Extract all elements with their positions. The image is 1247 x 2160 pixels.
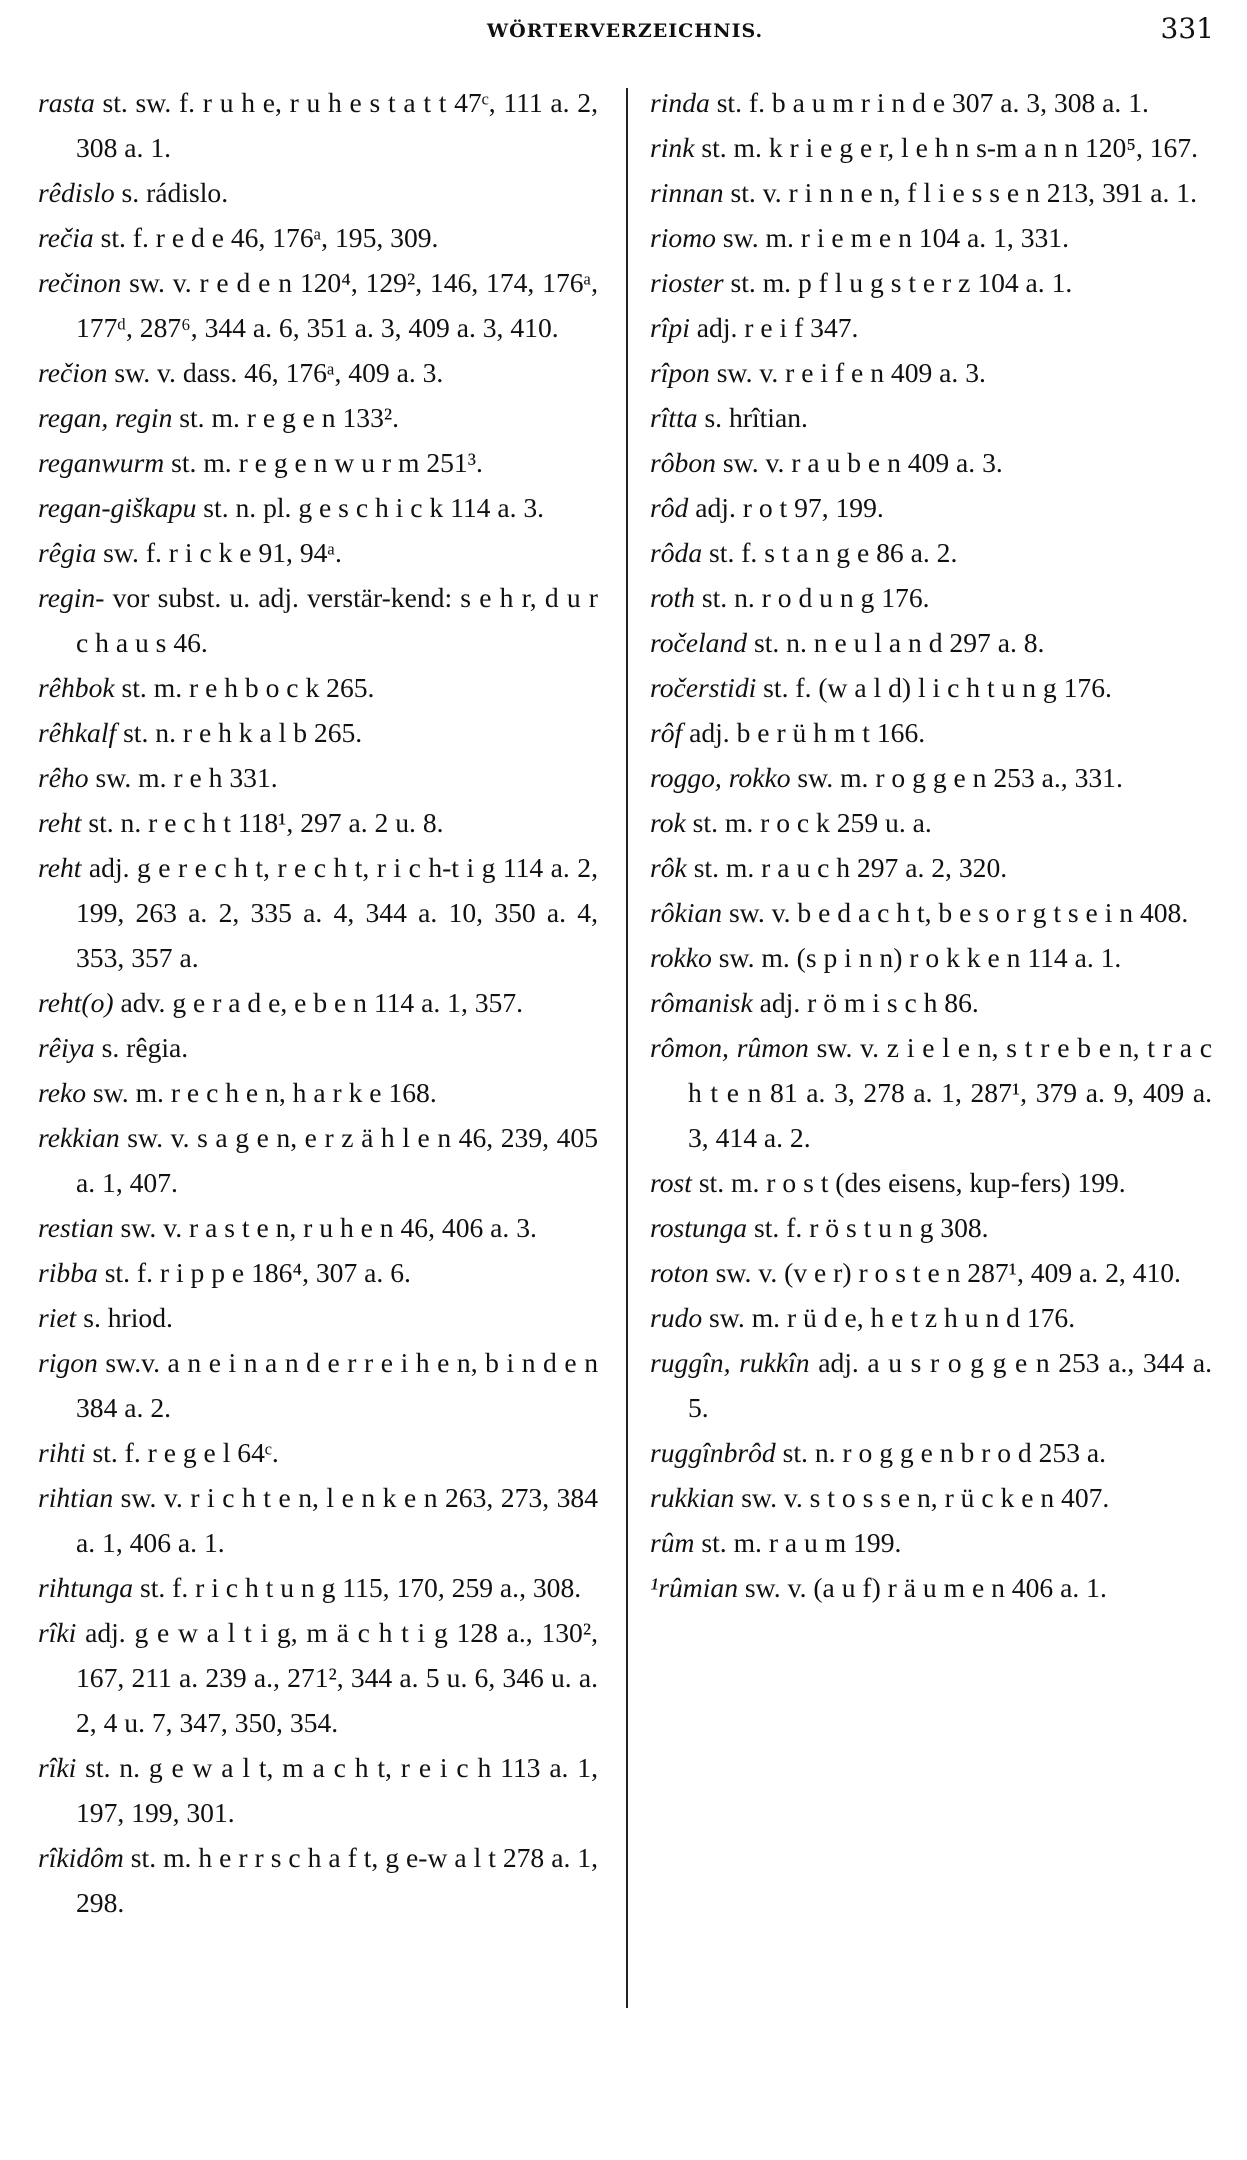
dictionary-entry xyxy=(38,1250,598,1295)
dictionary-entry xyxy=(650,1520,1212,1565)
dictionary-entry xyxy=(38,1070,598,1115)
entry-headword: rêhkalf xyxy=(38,717,117,748)
entry-headword: rêho xyxy=(38,762,89,793)
entry-definition: sw. v. s a g e n, e r z ä h l e n 46, 239, 405 a. 1, 407. xyxy=(76,1122,598,1198)
entry-definition: s. rádislo. xyxy=(114,177,229,208)
entry-headword: rost xyxy=(650,1167,692,1198)
entry-headword: rîki xyxy=(38,1752,77,1783)
dictionary-entry xyxy=(38,1835,598,1925)
entry-headword: regan, regin xyxy=(38,402,173,433)
entry-headword: rudo xyxy=(650,1302,703,1333)
entry-definition: st. m. p f l u g s t e r z 104 a. 1. xyxy=(723,267,1073,298)
entry-headword: rôd xyxy=(650,492,689,523)
entry-definition: sw. v. s t o s s e n, r ü c k e n 407. xyxy=(734,1482,1110,1513)
dictionary-entry xyxy=(650,395,1212,440)
dictionary-entry xyxy=(38,1340,598,1430)
dictionary-entry xyxy=(650,935,1212,980)
entry-headword: rečinon xyxy=(38,267,122,298)
dictionary-entry xyxy=(38,260,598,350)
dictionary-entry xyxy=(38,215,598,260)
dictionary-entry xyxy=(650,170,1212,215)
entry-definition: sw. m. (s p i n n) r o k k e n 114 a. 1. xyxy=(711,942,1122,973)
entry-headword: rôk xyxy=(650,852,687,883)
dictionary-entry xyxy=(650,530,1212,575)
dictionary-entry xyxy=(38,575,598,665)
entry-definition: st. m. r e g e n w u r m 251³. xyxy=(164,447,483,478)
entry-definition: st. m. k r i e g e r, l e h n s-m a n n 120⁵, 167. xyxy=(694,132,1199,163)
entry-definition: sw. v. (v e r) r o s t e n 287¹, 409 a. 2, 410. xyxy=(708,1257,1181,1288)
dictionary-entry xyxy=(38,1430,598,1475)
entry-definition: st. m. r e g e n 133². xyxy=(172,402,400,433)
entry-definition: st. f. r e d e 46, 176ᵃ, 195, 309. xyxy=(93,222,439,253)
entry-definition: st. m. r o c k 259 u. a. xyxy=(685,807,932,838)
dictionary-entry xyxy=(650,1565,1212,1610)
dictionary-entry xyxy=(38,665,598,710)
entry-definition: st. n. pl. g e s c h i c k 114 a. 3. xyxy=(196,492,545,523)
entry-headword: rôf xyxy=(650,717,683,748)
entry-headword: rihti xyxy=(38,1437,86,1468)
entry-headword: ribba xyxy=(38,1257,98,1288)
entry-definition: adj. r ö m i s c h 86. xyxy=(752,987,979,1018)
entry-definition: adj. r o t 97, 199. xyxy=(688,492,884,523)
entry-headword: rûm xyxy=(650,1527,695,1558)
entry-headword: rôbon xyxy=(650,447,716,478)
page-header xyxy=(36,10,1214,60)
page-number: 331 xyxy=(1160,12,1214,45)
entry-headword: ročerstidi xyxy=(650,672,757,703)
dictionary-entry xyxy=(650,665,1212,710)
entry-definition: sw. m. r ü d e, h e t z h u n d 176. xyxy=(702,1302,1076,1333)
dictionary-entry xyxy=(650,620,1212,665)
entry-definition: st. f. (w a l d) l i c h t u n g 176. xyxy=(756,672,1112,703)
entry-headword: ¹rûmian xyxy=(650,1572,738,1603)
entry-definition: st. n. r e h k a l b 265. xyxy=(116,717,363,748)
dictionary-entry xyxy=(38,395,598,440)
entry-definition: s. rêgia. xyxy=(94,1032,189,1063)
entry-definition: sw. m. r e h 331. xyxy=(88,762,278,793)
dictionary-entry xyxy=(650,800,1212,845)
entry-headword: reht xyxy=(38,807,82,838)
entry-headword: rôkian xyxy=(650,897,723,928)
entry-headword: rîpi xyxy=(650,312,690,343)
entry-headword: rinda xyxy=(650,87,710,118)
entry-headword: rukkian xyxy=(650,1482,735,1513)
entry-headword: regan-giškapu xyxy=(38,492,197,523)
entry-headword: rekkian xyxy=(38,1122,120,1153)
entry-headword: rink xyxy=(650,132,695,163)
dictionary-entry xyxy=(650,1250,1212,1295)
entry-headword: rêiya xyxy=(38,1032,95,1063)
entry-headword: rioster xyxy=(650,267,724,298)
entry-definition: st. n. r o g g e n b r o d 253 a. xyxy=(775,1437,1107,1468)
entry-definition: sw. f. r i c k e 91, 94ᵃ. xyxy=(96,537,342,568)
entry-headword: rečion xyxy=(38,357,108,388)
dictionary-entry xyxy=(650,755,1212,800)
entry-headword: reganwurm xyxy=(38,447,165,478)
dictionary-entry xyxy=(38,530,598,575)
dictionary-entry xyxy=(38,440,598,485)
entry-headword: rihtunga xyxy=(38,1572,134,1603)
entry-headword: ruggînbrôd xyxy=(650,1437,776,1468)
dictionary-entry xyxy=(650,1160,1212,1205)
entry-definition: adv. g e r a d e, e b e n 114 a. 1, 357. xyxy=(113,987,524,1018)
entry-definition: sw. v. r e i f e n 409 a. 3. xyxy=(709,357,986,388)
dictionary-entry xyxy=(38,1205,598,1250)
entry-definition: st. v. r i n n e n, f l i e s s e n 213, 391 a. 1. xyxy=(723,177,1197,208)
entry-headword: ročeland xyxy=(650,627,748,658)
entry-definition: adj. g e w a l t i g, m ä c h t i g 128 a., 130², 167, 211 a. 239 a., 271², 344 a. 5 u. 6, 346 u. a. 2, 4 u. 7, 347, 350, 354. xyxy=(76,1617,598,1738)
dictionary-entry xyxy=(650,575,1212,620)
dictionary-entry xyxy=(38,350,598,395)
entry-headword: roth xyxy=(650,582,695,613)
entry-definition: st. f. r ö s t u n g 308. xyxy=(747,1212,989,1243)
entry-definition: st. n. g e w a l t, m a c h t, r e i c h 113 a. 1, 197, 199, 301. xyxy=(76,1752,598,1828)
entry-headword: rokko xyxy=(650,942,712,973)
entry-definition: vor subst. u. adj. verstär-kend: s e h r, d u r c h a u s 46. xyxy=(76,582,598,658)
entry-definition: sw. v. z i e l e n, s t r e b e n, t r a c h t e n 81 a. 3, 278 a. 1, 287¹, 379 a. 9, 409 a. 3, 414 a. 2. xyxy=(688,1032,1212,1153)
entry-definition: adj. g e r e c h t, r e c h t, r i c h-t i g 114 a. 2, 199, 263 a. 2, 335 a. 4, 344 a. 10, 350 a. 4, 353, 357 a. xyxy=(76,852,598,973)
dictionary-entry xyxy=(650,1025,1212,1160)
entry-headword: rinnan xyxy=(650,177,724,208)
entry-definition: sw. v. r a s t e n, r u h e n 46, 406 a. 3. xyxy=(113,1212,537,1243)
entry-definition: sw. v. r e d e n 120⁴, 129², 146, 174, 176ᵃ, 177ᵈ, 287⁶, 344 a. 6, 351 a. 3, 409 a. 3, 410. xyxy=(76,267,598,343)
dictionary-entry xyxy=(38,170,598,215)
dictionary-entry xyxy=(650,980,1212,1025)
dictionary-entry xyxy=(650,125,1212,170)
entry-headword: rasta xyxy=(38,87,95,118)
entry-headword: rôda xyxy=(650,537,703,568)
entry-definition: sw. m. r e c h e n, h a r k e 168. xyxy=(86,1077,437,1108)
entry-definition: st. m. r o s t (des eisens, kup-fers) 199. xyxy=(691,1167,1126,1198)
entry-definition: st. m. r a u c h 297 a. 2, 320. xyxy=(686,852,1008,883)
entry-headword: roggo, rokko xyxy=(650,762,791,793)
entry-headword: reht xyxy=(38,852,82,883)
dictionary-entry xyxy=(650,890,1212,935)
right-column xyxy=(650,80,1212,1610)
entry-definition: sw.v. a n e i n a n d e r r e i h e n, b i n d e n 384 a. 2. xyxy=(76,1347,598,1423)
entry-definition: adj. r e i f 347. xyxy=(689,312,859,343)
entry-definition: st. n. r o d u n g 176. xyxy=(694,582,930,613)
entry-headword: reht(o) xyxy=(38,987,114,1018)
entry-headword: riet xyxy=(38,1302,77,1333)
entry-headword: rômanisk xyxy=(650,987,753,1018)
entry-headword: ruggîn, rukkîn xyxy=(650,1347,810,1378)
dictionary-entry xyxy=(38,485,598,530)
left-column xyxy=(38,80,598,1925)
entry-definition: st. n. n e u l a n d 297 a. 8. xyxy=(747,627,1045,658)
entry-definition: st. f. r e g e l 64ᶜ. xyxy=(85,1437,279,1468)
entry-definition: st. m. r a u m 199. xyxy=(694,1527,902,1558)
entry-headword: rigon xyxy=(38,1347,98,1378)
entry-definition: sw. v. b e d a c h t, b e s o r g t s e i n 408. xyxy=(722,897,1189,928)
dictionary-entry xyxy=(38,1115,598,1205)
dictionary-entry xyxy=(38,1610,598,1745)
entry-headword: regin- xyxy=(38,582,105,613)
dictionary-entry xyxy=(650,260,1212,305)
dictionary-entry xyxy=(38,1565,598,1610)
entry-headword: rîpon xyxy=(650,357,710,388)
entry-definition: sw. v. r i c h t e n, l e n k e n 263, 273, 384 a. 1, 406 a. 1. xyxy=(76,1482,598,1558)
dictionary-entry xyxy=(650,710,1212,755)
dictionary-entry xyxy=(650,80,1212,125)
entry-headword: rok xyxy=(650,807,686,838)
dictionary-entry xyxy=(38,1745,598,1835)
dictionary-entry xyxy=(38,800,598,845)
dictionary-entry xyxy=(38,980,598,1025)
entry-headword: rômon, rûmon xyxy=(650,1032,809,1063)
entry-headword: rêdislo xyxy=(38,177,115,208)
dictionary-entry xyxy=(650,485,1212,530)
entry-definition: s. hriod. xyxy=(76,1302,173,1333)
dictionary-entry xyxy=(38,1475,598,1565)
dictionary-entry xyxy=(650,305,1212,350)
entry-definition: st. m. h e r r s c h a f t, g e-w a l t 278 a. 1, 298. xyxy=(76,1842,598,1918)
entry-definition: st. f. r i p p e 186⁴, 307 a. 6. xyxy=(97,1257,411,1288)
dictionary-entry xyxy=(650,1340,1212,1430)
entry-definition: st. n. r e c h t 118¹, 297 a. 2 u. 8. xyxy=(81,807,444,838)
dictionary-entry xyxy=(38,755,598,800)
entry-definition: st. sw. f. r u h e, r u h e s t a t t 47ᶜ, 111 a. 2, 308 a. 1. xyxy=(76,87,598,163)
entry-definition: st. f. r i c h t u n g 115, 170, 259 a., 308. xyxy=(133,1572,582,1603)
entry-definition: adj. a u s r o g g e n 253 a., 344 a. 5. xyxy=(688,1347,1212,1423)
entry-definition: sw. m. r i e m e n 104 a. 1, 331. xyxy=(715,222,1069,253)
entry-headword: riomo xyxy=(650,222,716,253)
entry-headword: rihtian xyxy=(38,1482,114,1513)
entry-headword: roton xyxy=(650,1257,709,1288)
dictionary-entry xyxy=(650,440,1212,485)
dictionary-entry xyxy=(650,845,1212,890)
dictionary-entry xyxy=(650,1295,1212,1340)
dictionary-entry xyxy=(650,1475,1212,1520)
entry-headword: rîki xyxy=(38,1617,77,1648)
entry-headword: rîtta xyxy=(650,402,698,433)
running-title: WÖRTERVERZEICHNIS. xyxy=(486,20,764,42)
entry-definition: st. m. r e h b o c k 265. xyxy=(114,672,375,703)
entry-definition: adj. b e r ü h m t 166. xyxy=(682,717,926,748)
column-divider xyxy=(626,88,628,2008)
entry-headword: rîkidôm xyxy=(38,1842,124,1873)
entry-headword: restian xyxy=(38,1212,114,1243)
entry-headword: rečia xyxy=(38,222,94,253)
entry-definition: sw. v. r a u b e n 409 a. 3. xyxy=(715,447,1003,478)
entry-definition: st. f. b a u m r i n d e 307 a. 3, 308 a. 1. xyxy=(709,87,1149,118)
dictionary-entry xyxy=(38,1025,598,1070)
dictionary-entry xyxy=(650,1430,1212,1475)
dictionary-entry xyxy=(650,350,1212,395)
dictionary-entry xyxy=(650,215,1212,260)
dictionary-entry xyxy=(38,1295,598,1340)
dictionary-entry xyxy=(650,1205,1212,1250)
dictionary-entry xyxy=(38,710,598,755)
entry-headword: reko xyxy=(38,1077,87,1108)
entry-definition: st. f. s t a n g e 86 a. 2. xyxy=(702,537,958,568)
dictionary-entry xyxy=(38,845,598,980)
entry-definition: sw. v. (a u f) r ä u m e n 406 a. 1. xyxy=(738,1572,1107,1603)
entry-definition: sw. m. r o g g e n 253 a., 331. xyxy=(790,762,1123,793)
entry-headword: rêhbok xyxy=(38,672,115,703)
entry-definition: sw. v. dass. 46, 176ᵃ, 409 a. 3. xyxy=(107,357,444,388)
entry-definition: s. hrîtian. xyxy=(697,402,808,433)
entry-headword: rostunga xyxy=(650,1212,748,1243)
dictionary-entry xyxy=(38,80,598,170)
entry-headword: rêgia xyxy=(38,537,97,568)
